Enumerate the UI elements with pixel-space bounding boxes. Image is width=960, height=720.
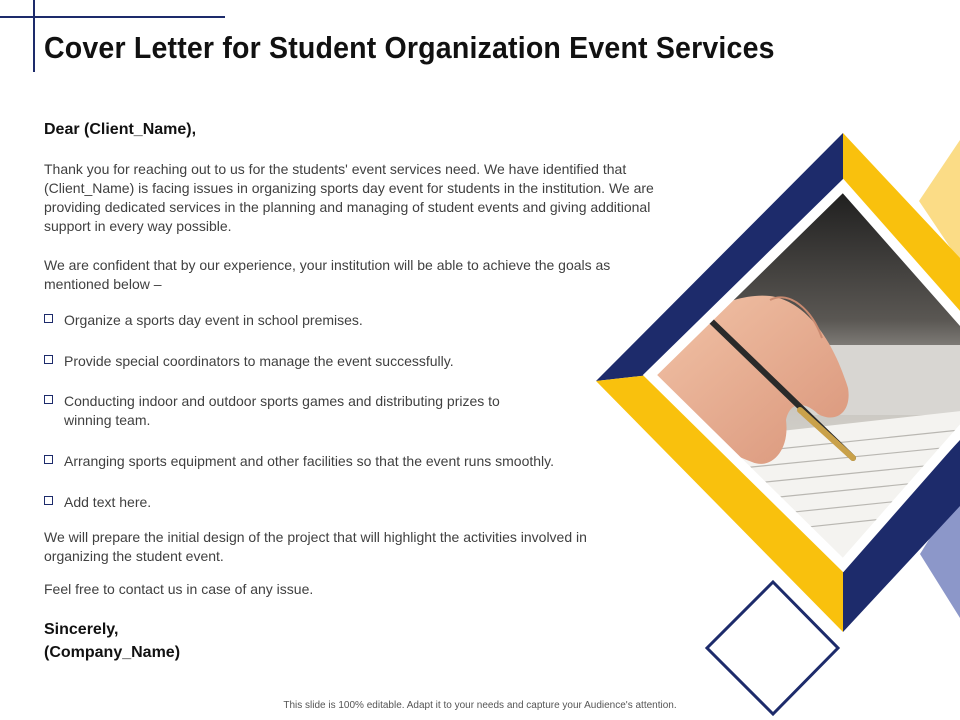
intro-paragraph: Thank you for reaching out to us for the students' event services need. We have identified that (Client_Name) is facing issues in organizing sports day event for students in the institution. We are providing dedicated services in the planning and managing of student events and giving additional support in every way possible.: [44, 161, 654, 234]
company-name: (Company_Name): [44, 644, 181, 661]
list-item-text: Provide special coordinators to manage the event successfully.: [64, 353, 454, 369]
goals-paragraph: We are confident that by our experience, your institution will be able to achieve the goals as mentioned below –: [44, 257, 611, 292]
closing: Sincerely,: [44, 621, 119, 638]
list-item-text: Add text here.: [64, 494, 152, 510]
design-paragraph: We will prepare the initial design of the project that will highlight the activities involved in organizing the student event.: [44, 529, 587, 564]
list-item-text: Organize a sports day event in school premises.: [64, 312, 363, 328]
list-item-text: Conducting indoor and outdoor sports games and distributing prizes to winning team.: [64, 393, 500, 428]
contact-paragraph: Feel free to contact us in case of any issue.: [44, 581, 314, 597]
footer-note: This slide is 100% editable. Adapt it to your needs and capture your Audience's attention.: [283, 700, 677, 711]
page-title: Cover Letter for Student Organization Event Services: [44, 30, 775, 65]
salutation: Dear (Client_Name),: [44, 121, 197, 138]
list-item-text: Arranging sports equipment and other facilities so that the event runs smoothly.: [64, 453, 555, 469]
